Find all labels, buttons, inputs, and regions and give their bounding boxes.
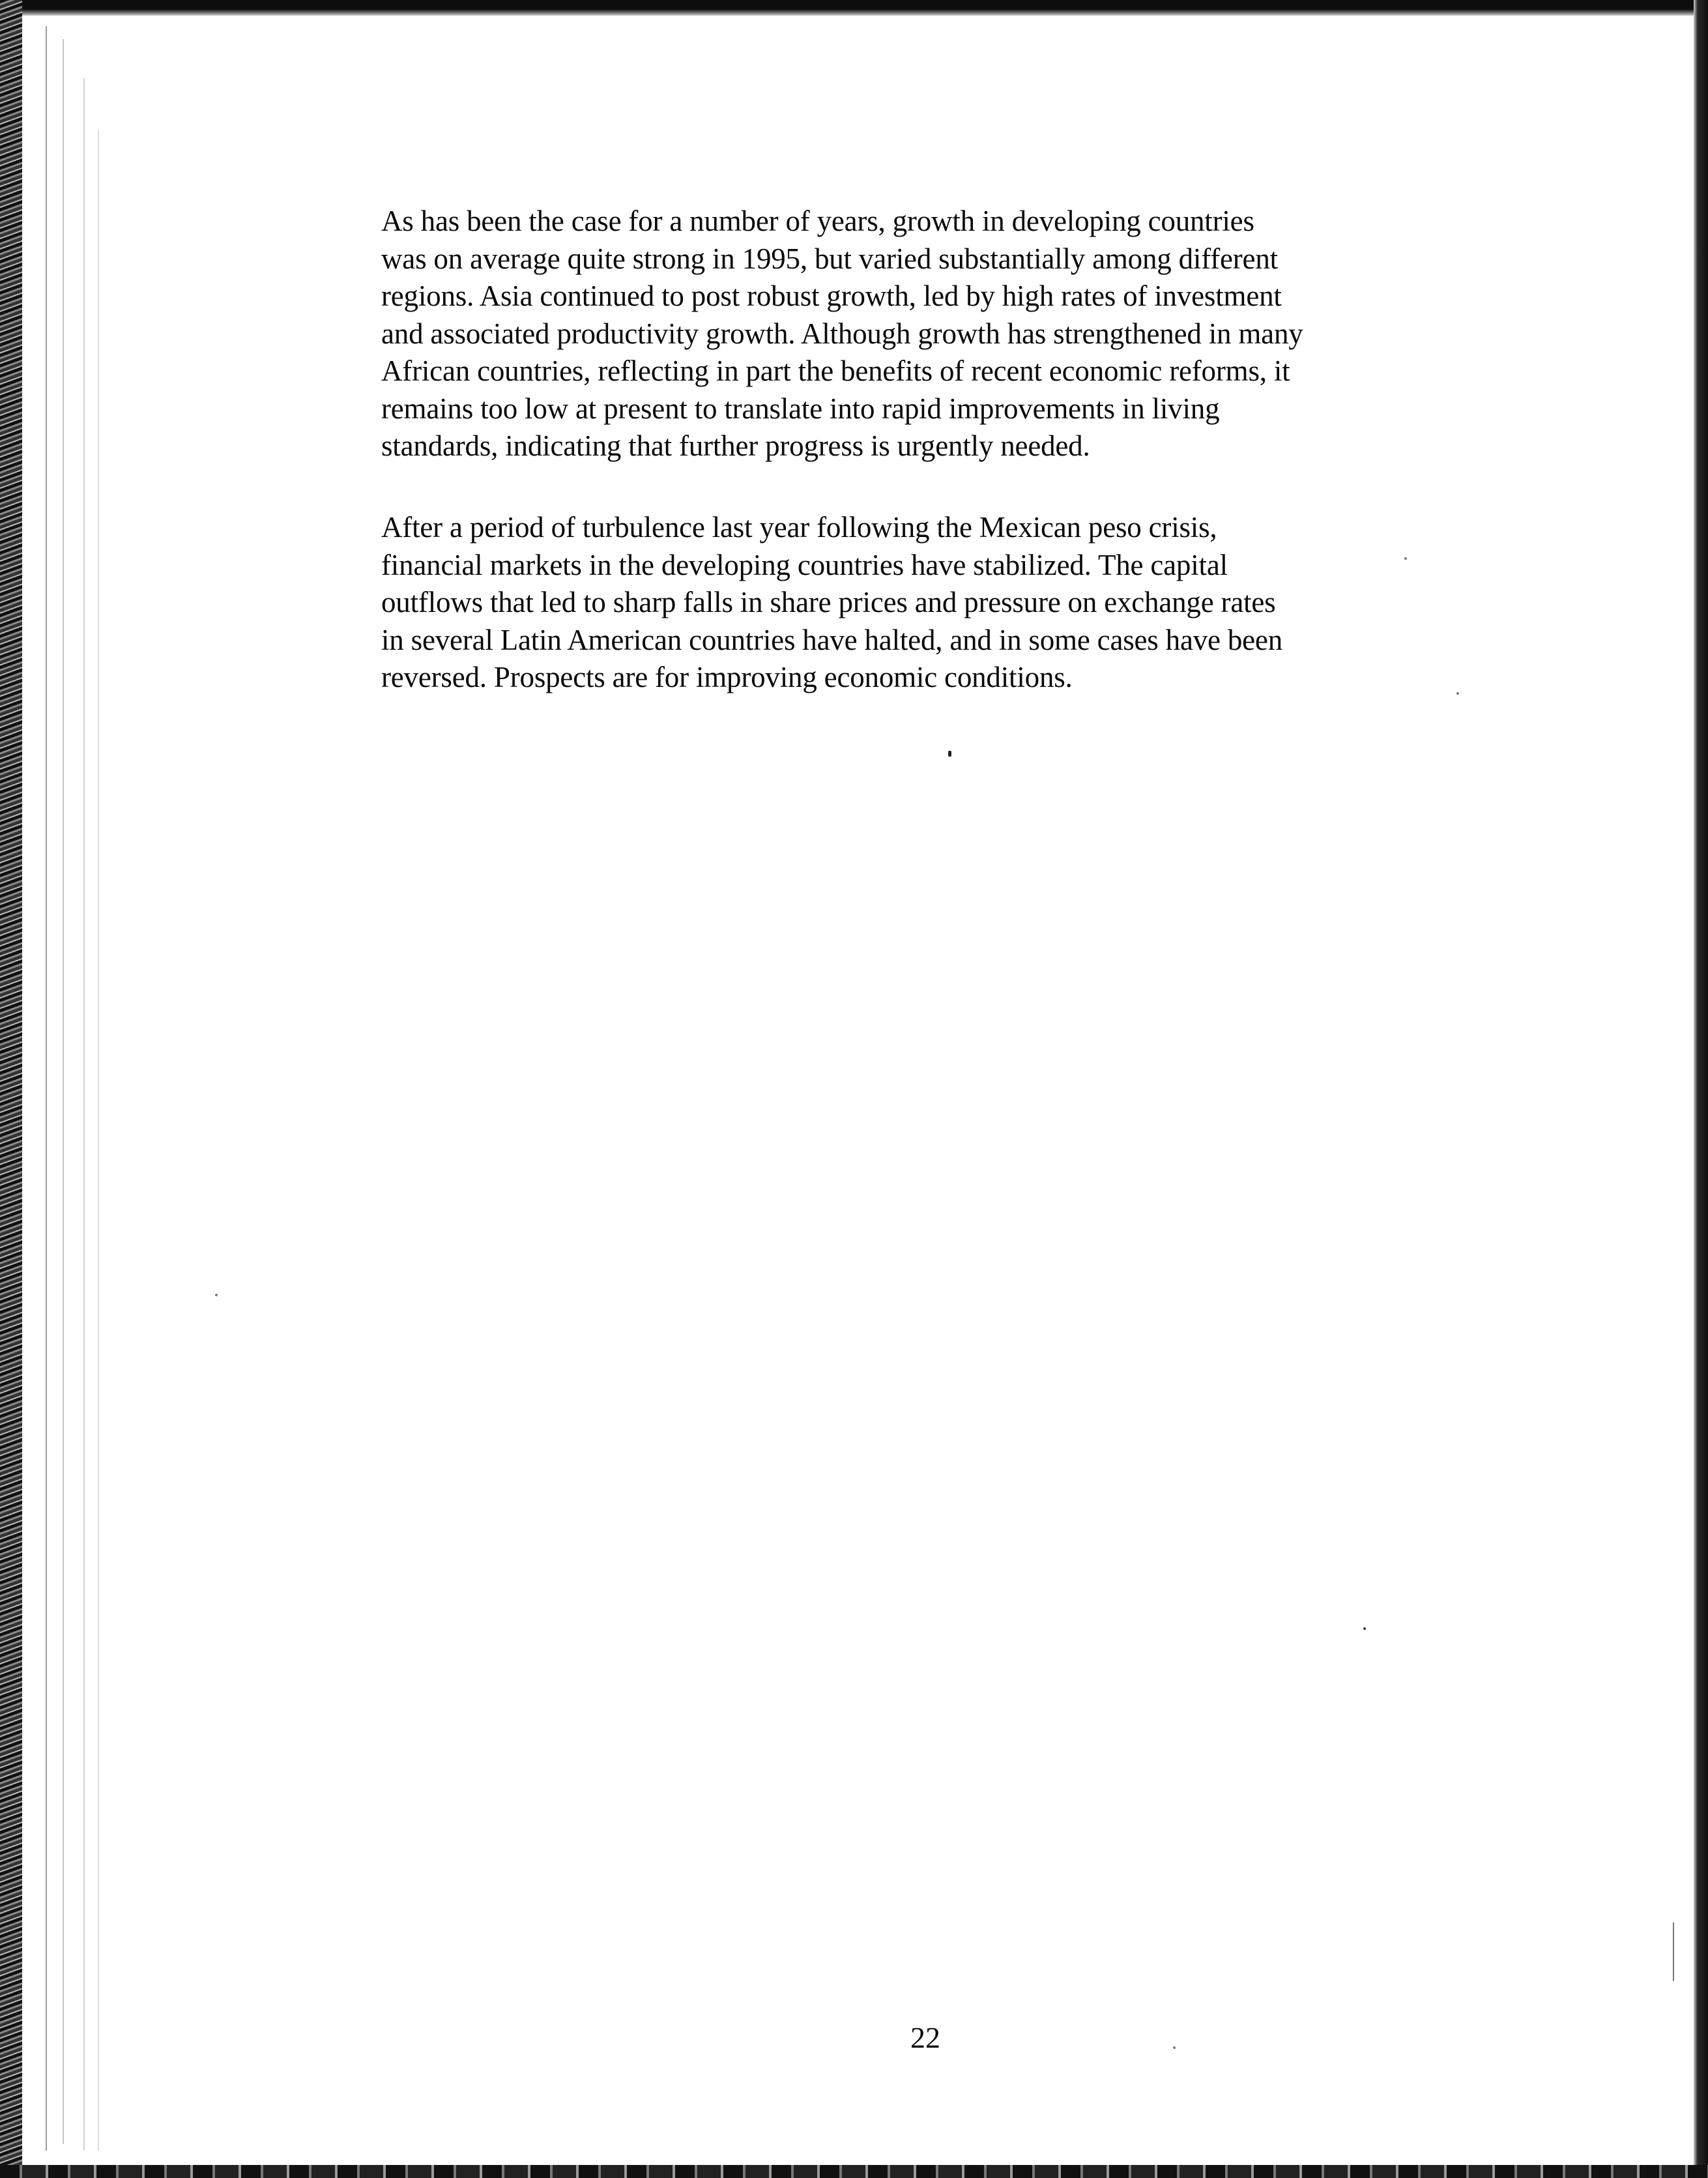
scan-border-bottom	[0, 2165, 1708, 2178]
scan-speck	[1363, 1627, 1366, 1630]
scan-speck	[1173, 2046, 1176, 2049]
binding-line	[83, 78, 85, 2151]
edge-mark	[1673, 1923, 1674, 1981]
body-paragraph	[381, 203, 1483, 465]
paragraph-line: African countries, reflecting in part the benefits of recent economic reforms, it	[381, 355, 1290, 387]
paragraph-line: After a period of turbulence last year following the Mexican peso crisis,	[381, 511, 1217, 544]
binding-line	[46, 26, 47, 2151]
paragraph-line: As has been the case for a number of years, growth in developing countries	[381, 205, 1254, 237]
scan-border-right	[1694, 0, 1708, 2178]
paragraph-line: reversed. Prospects are for improving economic conditions.	[381, 661, 1073, 693]
body-paragraph	[381, 509, 1483, 697]
paragraph-line: standards, indicating that further progress is urgently needed.	[381, 429, 1090, 462]
paragraph-line: in several Latin American countries have halted, and in some cases have been	[381, 623, 1283, 656]
scan-border-top	[0, 0, 1708, 16]
paragraph-line: regions. Asia continued to post robust growth, led by high rates of investment	[381, 280, 1282, 312]
paragraph-line: remains too low at present to translate into rapid improvements in living	[381, 392, 1220, 425]
binding-line	[63, 39, 64, 2144]
scan-border-left	[0, 0, 22, 2178]
paragraph-line: was on average quite strong in 1995, but varied substantially among different	[381, 242, 1278, 275]
paragraph-line: outflows that led to sharp falls in share prices and pressure on exchange rates	[381, 586, 1276, 618]
scan-speck	[215, 1294, 218, 1296]
binding-line	[98, 130, 99, 2151]
paragraph-line: financial markets in the developing countries have stabilized. The capital	[381, 548, 1228, 581]
scan-speck	[948, 751, 951, 757]
paragraph-line: and associated productivity growth. Although growth has strengthened in many	[381, 317, 1303, 350]
page-number: 22	[910, 2021, 940, 2054]
